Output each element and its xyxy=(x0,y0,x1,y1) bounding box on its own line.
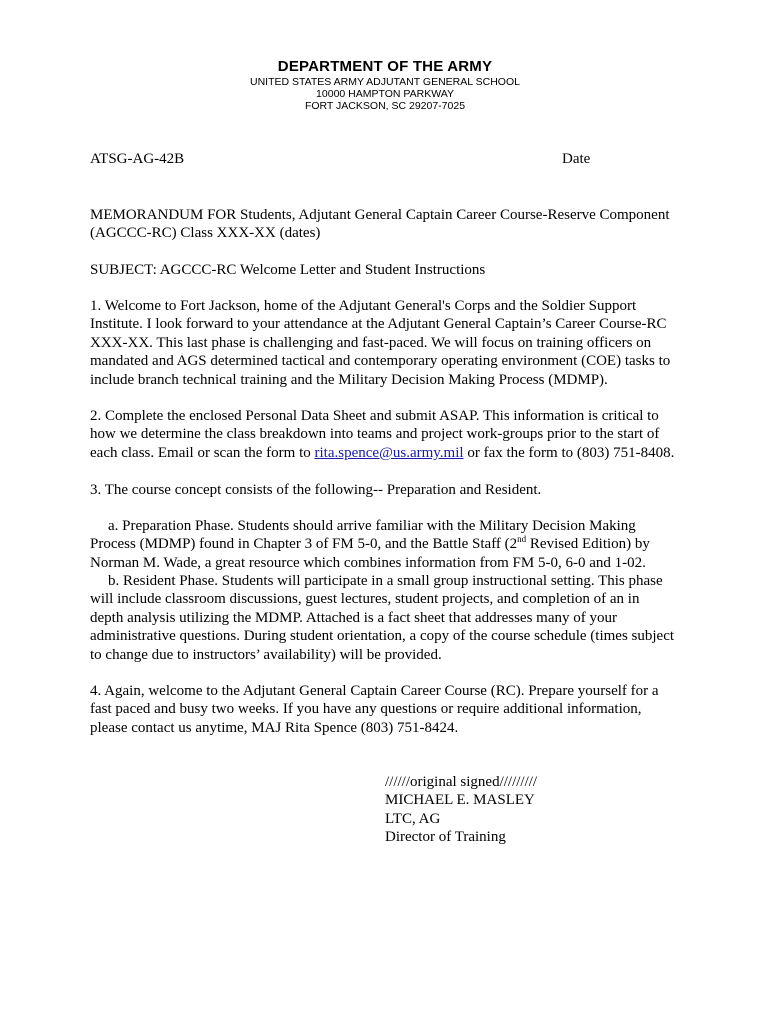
paragraph-line: Institute. I look forward to your attendance at the Adjutant General Captain’s Career Course-RC xyxy=(90,316,667,333)
paragraph-line xyxy=(90,444,690,462)
letterhead xyxy=(0,58,770,112)
paragraph-line: mandated and AGS determined tactical and contemporary operating environment (COE) tasks to xyxy=(90,353,671,370)
paragraph-line: depth analysis utilizing the MDMP. Attached is a fact sheet that addresses many of your xyxy=(90,609,617,626)
paragraph-line: administrative questions. During student orientation, a copy of the course schedule (times subject xyxy=(90,628,675,645)
paragraph-line: include branch technical training and the Military Decision Making Process (MDMP). xyxy=(90,371,608,388)
signer-name: MICHAEL E. MASLEY xyxy=(385,792,535,809)
paragraph-line: to change due to instructors’ availability) will be provided. xyxy=(90,646,442,663)
office-symbol: ATSG-AG-42B xyxy=(90,151,185,167)
paragraph-line: please contact us anytime, MAJ Rita Spence (803) 751-8424. xyxy=(90,719,459,736)
superscript-nd: nd xyxy=(517,534,527,545)
office-symbol-row xyxy=(90,150,690,168)
edition-text: Revised Edition) by xyxy=(526,536,650,553)
paragraph-4 xyxy=(90,682,690,737)
memo-line: (AGCCC-RC) Class XXX-XX (dates) xyxy=(90,225,321,242)
date-label: Date xyxy=(562,151,591,167)
mdmp-text: Process (MDMP) found in Chapter 3 of FM 5-0, and the Battle Staff (2 xyxy=(90,536,518,553)
memorandum-for xyxy=(90,206,690,243)
paragraph-3b xyxy=(90,572,690,664)
signer-rank: LTC, AG xyxy=(385,810,441,827)
paragraph-line: b. Resident Phase. Students will participate in a small group instructional setting. This phase xyxy=(108,573,663,589)
original-signed: //////original signed///////// xyxy=(385,774,538,790)
city-address: FORT JACKSON, SC 29207-7025 xyxy=(304,100,466,112)
paragraph-line: XXX-XX. This last phase is challenging and fast-paced. We will focus on training officers on xyxy=(90,334,652,351)
paragraph-line xyxy=(90,535,690,553)
memo-line: MEMORANDUM FOR Students, Adjutant General Captain Career Course-Reserve Component xyxy=(90,207,670,223)
paragraph-line: fast paced and busy two weeks. If you have any questions or require additional information, xyxy=(90,701,642,718)
signer-title: Director of Training xyxy=(385,829,506,846)
paragraph-line: 4. Again, welcome to the Adjutant General Captain Career Course (RC). Prepare yourself for a xyxy=(90,683,659,699)
email-suffix-text: or fax the form to (803) 751-8408. xyxy=(463,444,675,461)
school-name: UNITED STATES ARMY ADJUTANT GENERAL SCHOOL xyxy=(250,76,520,88)
email-link[interactable]: rita.spence@us.army.mil xyxy=(314,444,464,461)
paragraph-line: how we determine the class breakdown into teams and project work-groups prior to the start of xyxy=(90,426,660,443)
paragraph-1 xyxy=(90,297,690,389)
paragraph-line: 1. Welcome to Fort Jackson, home of the Adjutant General's Corps and the Soldier Support xyxy=(90,298,637,314)
email-prefix-text: each class. Email or scan the form to xyxy=(90,444,315,461)
paragraph-3a xyxy=(90,517,690,572)
subject-line: SUBJECT: AGCCC-RC Welcome Letter and Student Instructions xyxy=(90,262,486,278)
paragraph-line: Norman M. Wade, a great resource which combines information from FM 5-0, 6-0 and 1-02. xyxy=(90,554,646,571)
paragraph-line: 2. Complete the enclosed Personal Data Sheet and submit ASAP. This information is critical to xyxy=(90,408,659,424)
paragraph-line: will include classroom discussions, guest lectures, student projects, and completion of an in xyxy=(90,591,640,608)
signature-block xyxy=(385,773,685,847)
street-address: 10000 HAMPTON PARKWAY xyxy=(316,88,454,100)
department-title: DEPARTMENT OF THE ARMY xyxy=(277,58,493,75)
paragraph-line: a. Preparation Phase. Students should arrive familiar with the Military Decision Making xyxy=(108,518,636,534)
paragraph-2 xyxy=(90,407,690,462)
paragraph-3: 3. The course concept consists of the following-- Preparation and Resident. xyxy=(90,482,542,498)
